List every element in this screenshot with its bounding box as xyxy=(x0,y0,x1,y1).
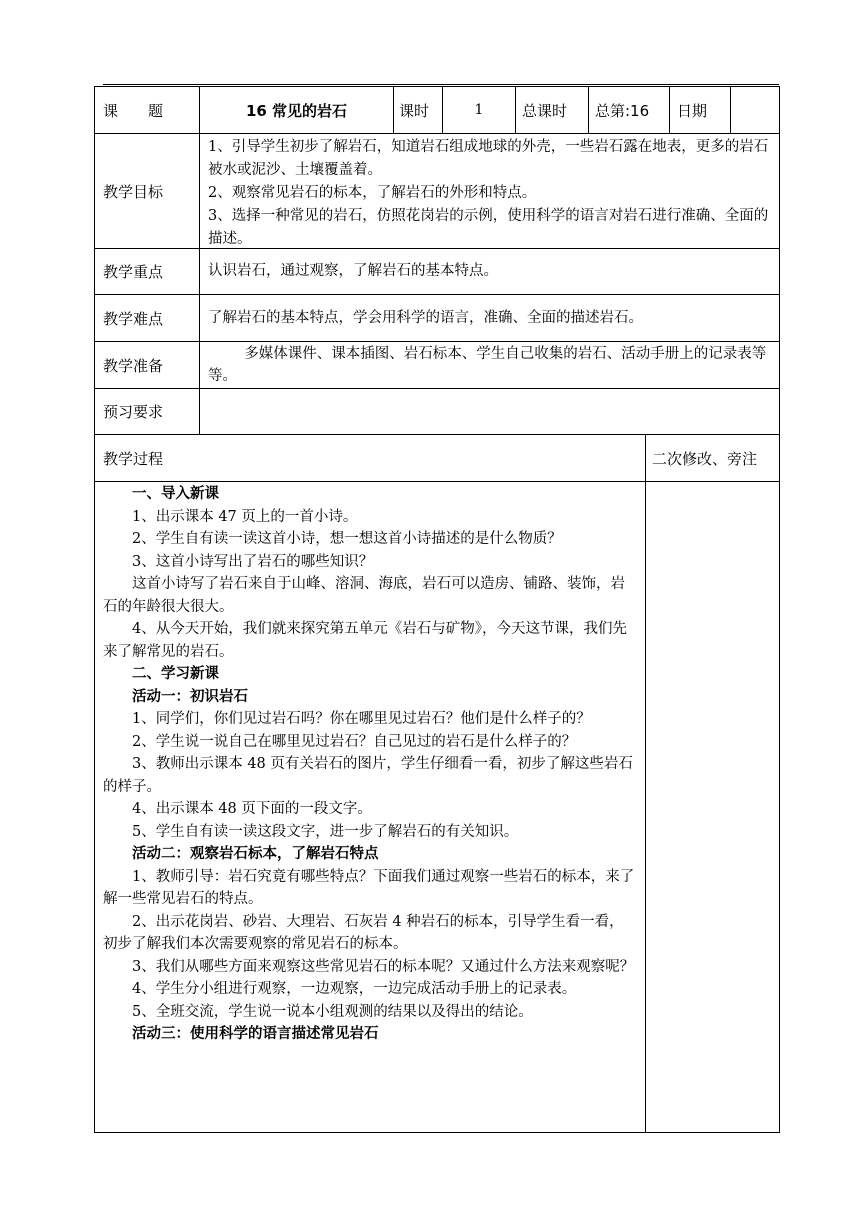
process-label: 教学过程 xyxy=(94,434,646,482)
process-line: 5、全班交流，学生说一说本小组观测的结果以及得出的结论。 xyxy=(132,1003,533,1020)
difficulties-text: 了解岩石的基本特点，学会用科学的语言，准确、全面的描述岩石。 xyxy=(199,294,780,342)
preview-content xyxy=(199,388,780,435)
date-label: 日期 xyxy=(669,86,731,134)
period-value: 1 xyxy=(442,86,516,134)
section-heading: 一、导入新课 xyxy=(132,485,219,502)
total-periods-label: 总课时 xyxy=(515,86,589,134)
section-heading: 活动一：初识岩石 xyxy=(132,687,248,705)
objectives-label: 教学目标 xyxy=(94,133,200,249)
process-line: 4、从今天开始，我们就来探究第五单元《岩石与矿物》，今天这节课，我们先来了解常见的岩石。 xyxy=(103,621,627,660)
period-label: 课时 xyxy=(393,86,443,134)
process-line: 2、出示花岗岩、砂岩、大理岩、石灰岩 4 种岩石的标本，引导学生看一看，初步了解我们本次需要观察的常见岩石的标本。 xyxy=(103,913,624,952)
date-value xyxy=(730,86,780,134)
process-line: 2、学生自有读一读这首小诗，想一想这首小诗描述的是什么物质？ xyxy=(132,531,562,547)
process-content xyxy=(94,481,646,1133)
difficulties-label: 教学难点 xyxy=(94,294,200,342)
objective-item: 1、引导学生初步了解岩石，知道岩石组成地球的外壳，一些岩石露在地表，更多的岩石被水或泥沙、土壤覆盖着。 xyxy=(208,139,769,178)
preparation-content xyxy=(199,341,780,389)
process-line: 1、出示课本 47 页上的一首小诗。 xyxy=(132,508,358,525)
key-points-text: 认识岩石，通过观察，了解岩石的基本特点。 xyxy=(199,248,780,295)
topic-label: 课 题 xyxy=(94,86,200,134)
objectives-content xyxy=(199,133,780,249)
objective-item: 2、观察常见岩石的标本，了解岩石的外形和特点。 xyxy=(208,185,537,201)
process-line: 这首小诗写了岩石来自于山峰、溶洞、海底，岩石可以造房、铺路、装饰，岩石的年龄很大很大。 xyxy=(103,576,625,615)
section-heading: 活动三：使用科学的语言描述常见岩石 xyxy=(132,1025,379,1042)
process-line: 5、学生自有读一读这段文字，进一步了解岩石的有关知识。 xyxy=(132,823,519,840)
total-number: 总第:16 xyxy=(588,86,670,134)
process-line: 3、我们从哪些方面来观察这些常见岩石的标本呢？又通过什么方法来观察呢？ xyxy=(132,958,635,975)
process-line: 1、同学们，你们见过岩石吗？你在哪里见过岩石？他们是什么样子的？ xyxy=(132,711,591,727)
process-line: 3、这首小诗写出了岩石的哪些知识？ xyxy=(132,553,374,570)
lesson-plan-table xyxy=(94,86,780,1133)
process-line: 3、教师出示课本 48 页有关岩石的图片，学生仔细看一看，初步了解这些岩石的样子。 xyxy=(103,756,633,795)
preparation-label: 教学准备 xyxy=(94,341,200,389)
preview-label: 预习要求 xyxy=(94,388,200,435)
process-line: 1、教师引导：岩石究竟有哪些特点？下面我们通过观察一些岩石的标本，来了解一些常见岩石的特点。 xyxy=(103,868,635,907)
process-line: 4、学生分小组进行观察，一边观察，一边完成活动手册上的记录表。 xyxy=(132,981,577,997)
notes-label: 二次修改、旁注 xyxy=(645,434,780,482)
top-rule xyxy=(103,84,779,85)
objective-item: 3、选择一种常见的岩石，仿照花岗岩的示例，使用科学的语言对岩石进行准确、全面的描述。 xyxy=(208,208,769,247)
process-line: 4、出示课本 48 页下面的一段文字。 xyxy=(132,801,372,817)
process-line: 2、学生说一说自己在哪里见过岩石？自己见过的岩石是什么样子的？ xyxy=(132,733,577,750)
section-heading: 二、学习新课 xyxy=(132,665,219,682)
key-points-label: 教学重点 xyxy=(94,248,200,295)
preparation-text: 多媒体课件、课本插图、岩石标本、学生自己收集的岩石、活动手册上的记录表等等。 xyxy=(208,346,767,384)
notes-column xyxy=(645,481,780,1133)
process-text xyxy=(95,482,645,1046)
lesson-title: 16 常见的岩石 xyxy=(199,86,394,134)
section-heading: 活动二：观察岩石标本，了解岩石特点 xyxy=(132,845,379,862)
